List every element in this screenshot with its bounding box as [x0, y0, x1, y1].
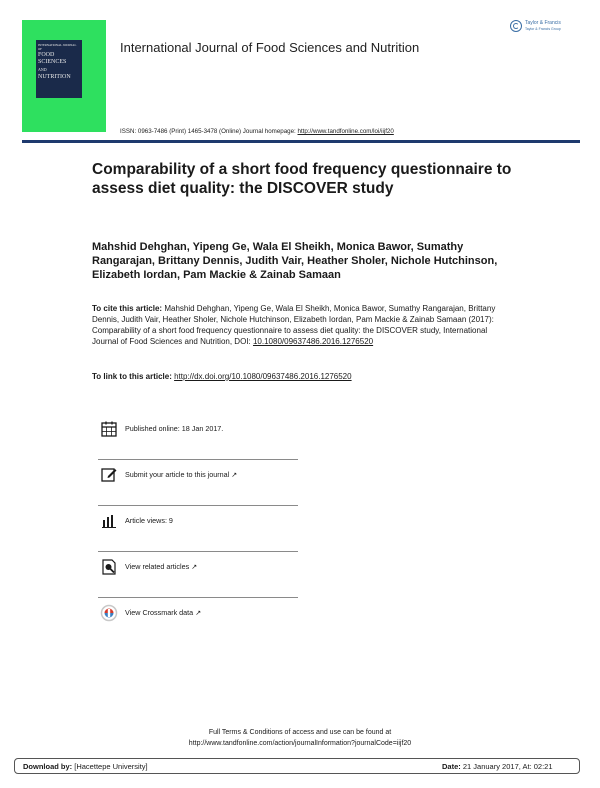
cover-word-sciences: SCIENCES [38, 59, 67, 65]
crossmark-label: View Crossmark data [125, 608, 194, 617]
publisher-logo-icon [510, 20, 522, 32]
download-info-bar [14, 758, 580, 774]
terms-block [0, 727, 600, 749]
issn-text: ISSN: 0963-7486 (Print) 1465-3478 (Online) Journal homepage: [120, 128, 296, 135]
info-item-submit[interactable] [98, 460, 298, 506]
downloaded-by-value: [Hacettepe University] [74, 762, 148, 771]
external-link-icon: ↗ [191, 564, 198, 571]
cite-label: To cite this article: [92, 304, 163, 313]
journal-homepage-link[interactable]: http://www.tandfonline.com/loi/iijf20 [297, 128, 394, 135]
edit-icon [100, 466, 118, 484]
downloaded-by [23, 762, 148, 771]
info-item-crossmark[interactable] [98, 598, 298, 643]
cite-text: Mahshid Dehghan, Yipeng Ge, Wala El Sheikh, Monica Bawor, Sumathy Rangarajan, Brittany Dennis, Judith Vair, Heather Sholer, Nichole Hutchinson, Elizabeth Iordan, Pam Mackie & Zainab Samaan (2017): Comparability of a short food frequency questionnaire to assess diet quality: the DISCOVER study, International Journal of Food Sciences and Nutrition, DOI: [92, 304, 496, 346]
info-item-views [98, 506, 298, 552]
article-authors: Mahshid Dehghan, Yipeng Ge, Wala El Sheikh, Monica Bawor, Sumathy Rangarajan, Brittany Dennis, Judith Vair, Heather Sholer, Nichole Hutchinson, Elizabeth Iordan, Pam Mackie & Zainab Samaan [92, 241, 498, 281]
cover-title-block [36, 40, 82, 98]
publisher-logo-line2: Taylor & Francis Group [525, 27, 561, 31]
article-views-label: Article views: 9 [125, 516, 173, 525]
doi-link[interactable]: 10.1080/09637486.2016.1276520 [252, 337, 374, 346]
info-item-published [98, 414, 298, 460]
bar-chart-icon [100, 512, 118, 530]
article-title: Comparability of a short food frequency questionnaire to assess diet quality: the DISCOVER study [92, 161, 512, 197]
crossmark-icon [100, 604, 118, 622]
search-document-icon [100, 558, 118, 576]
citation-block [92, 303, 512, 347]
cover-word-nutrition: NUTRITION [38, 74, 71, 80]
article-info-list [98, 414, 298, 643]
cover-word-food: FOOD [38, 52, 55, 58]
journal-information-link[interactable]: http://www.tandfonline.com/action/journalInformation?journalCode=iijf20 [188, 740, 412, 747]
journal-title: International Journal of Food Sciences and Nutrition [120, 40, 420, 55]
external-link-icon: ↗ [231, 472, 238, 479]
cover-line1: INTERNATIONAL JOURNAL OF [38, 43, 77, 51]
cover-word-and: AND [38, 67, 47, 72]
article-doi-url[interactable]: http://dx.doi.org/10.1080/09637486.2016.1276520 [174, 372, 352, 381]
published-online-label: Published online: 18 Jan 2017. [125, 424, 224, 433]
terms-line1: Full Terms & Conditions of access and use can be found at [208, 729, 392, 736]
journal-cover-image [22, 20, 106, 132]
download-date-label: Date: [442, 762, 461, 771]
info-item-related[interactable] [98, 552, 298, 598]
related-articles-label: View related articles [125, 562, 190, 571]
crossmark-link[interactable] [125, 608, 201, 617]
header-divider [22, 140, 580, 143]
external-link-icon: ↗ [195, 610, 202, 617]
article-link-block [92, 371, 512, 382]
submit-article-label: Submit your article to this journal [125, 470, 230, 479]
download-date-value: 21 January 2017, At: 02:21 [462, 762, 553, 771]
download-date [442, 762, 553, 771]
downloaded-by-label: Download by: [23, 762, 73, 771]
related-articles-link[interactable] [125, 562, 197, 571]
publisher-logo-line1: Taylor & Francis [525, 20, 561, 26]
link-label: To link to this article: [92, 372, 172, 381]
submit-article-link[interactable] [125, 470, 237, 479]
calendar-icon [100, 420, 118, 438]
publisher-logo [510, 20, 561, 32]
issn-line [120, 128, 394, 135]
